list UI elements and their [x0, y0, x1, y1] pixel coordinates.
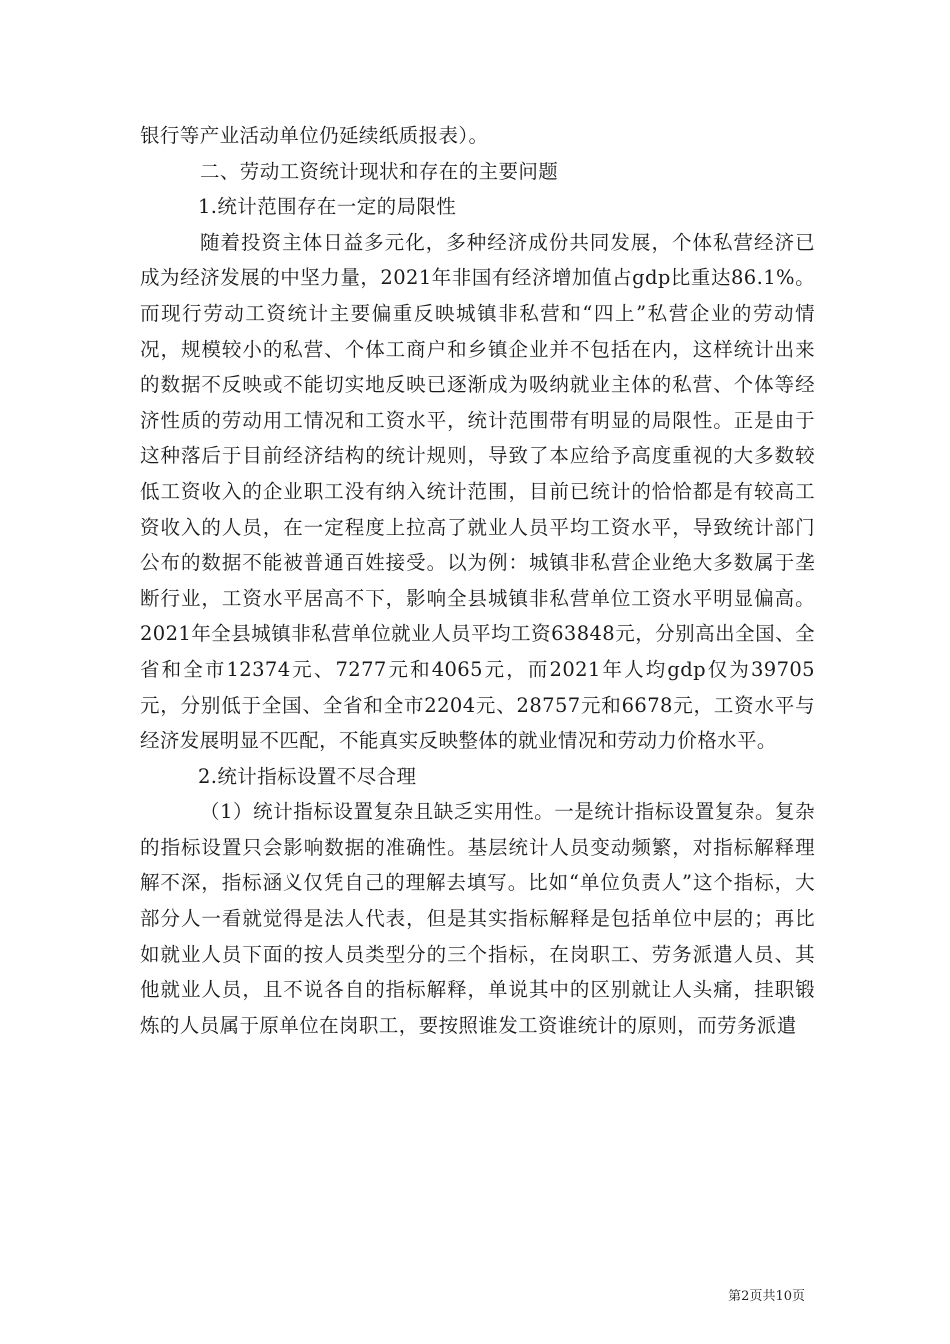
section-heading: 二、劳动工资统计现状和存在的主要问题 — [200, 159, 559, 183]
page-number: 第2页共10页 — [728, 1289, 805, 1304]
document-body — [140, 118, 815, 1043]
paragraph-scope: 随着投资主体日益多元化，多种经济成份共同发展，个体私营经济已成为经济发展的中坚力量，2021年非国有经济增加值占gdp比重达86.1%。而现行劳动工资统计主要偏重反映城镇非私营和“四上”私营企业的劳动情况，规模较小的私营、个体工商户和乡镇企业并不包括在内，这样统计出来的数据不反映或不能切实地反映已逐渐成为吸纳就业主体的私营、个体等经济性质的劳动用工情况和工资水平，统计范围带有明显的局限性。正是由于这种落后于目前经济结构的统计规则，导致了本应给予高度重视的大多数较低工资收入的企业职工没有纳入统计范围，目前已统计的恰恰都是有较高工资收入的人员，在一定程度上拉高了就业人员平均工资水平，导致统计部门公布的数据不能被普通百姓接受。以为例：城镇非私营企业绝大多数属于垄断行业，工资水平居高不下，影响全县城镇非私营单位工资水平明显偏高。2021年全县城镇非私营单位就业人员平均工资63848元，分别高出全国、全省和全市12374元、7277元和4065元，而2021年人均gdp仅为39705元，分别低于全国、全省和全市2204元、28757元和6678元，工资水平与经济发展明显不匹配，不能真实反映整体的就业情况和劳动力价格水平。 — [140, 230, 815, 753]
paragraph-indicators: （1）统计指标设置复杂且缺乏实用性。一是统计指标设置复杂。复杂的指标设置只会影响数据的准确性。基层统计人员变动频繁，对指标解释理解不深，指标涵义仅凭自己的理解去填写。比如“单位负责人”这个指标，大部分人一看就觉得是法人代表，但是其实指标解释是包括单位中层的；再比如就业人员下面的按人员类型分的三个指标，在岗职工、劳务派遣人员、其他就业人员，且不说各自的指标解释，单说其中的区别就让人头痛，挂职锻炼的人员属于原单位在岗职工，要按照谁发工资谁统计的原则，而劳务派遣 — [140, 800, 815, 1037]
subheading-scope: 1.统计范围存在一定的局限性 — [198, 195, 457, 219]
page-footer — [0, 1285, 950, 1304]
paragraph-continuation: 银行等产业活动单位仍延续纸质报表）。 — [140, 124, 489, 147]
subheading-indicators: 2.统计指标设置不尽合理 — [198, 764, 417, 788]
